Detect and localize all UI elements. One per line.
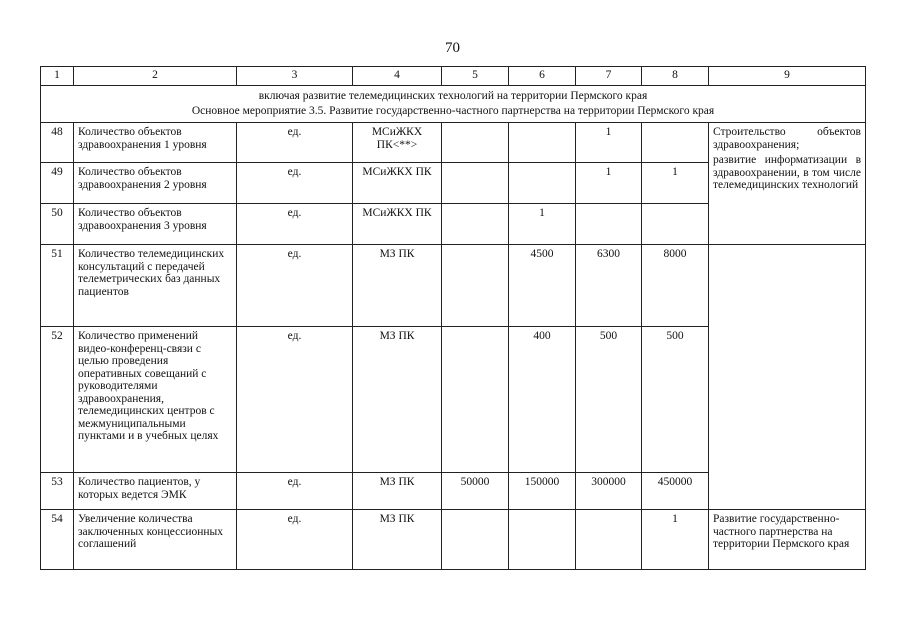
value-col5	[442, 327, 509, 473]
column-number: 3	[237, 67, 353, 86]
column-number: 7	[576, 67, 642, 86]
unit: ед.	[237, 123, 353, 163]
unit: ед.	[237, 327, 353, 473]
executor: МЗ ПК	[353, 473, 442, 510]
table-row	[41, 123, 866, 163]
executor: МСиЖКХ ПК	[353, 163, 442, 204]
value-col7	[576, 204, 642, 245]
executor: МСиЖКХ ПК	[353, 204, 442, 245]
value-col8: 1	[642, 163, 709, 204]
value-col8: 1	[642, 510, 709, 570]
row-number: 50	[41, 204, 74, 245]
value-col6: 1	[509, 204, 576, 245]
value-col8	[642, 204, 709, 245]
goal-text: развитие информатизации в здравоохранении, в том числе телемедицинских технологий	[713, 154, 861, 191]
executor: МСиЖКХ ПК<**>	[353, 123, 442, 163]
goal-text: Строительство объектов здравоохранения;	[713, 126, 861, 151]
executor: МЗ ПК	[353, 327, 442, 473]
row-number: 52	[41, 327, 74, 473]
value-col7: 500	[576, 327, 642, 473]
value-col8	[642, 123, 709, 163]
column-number: 8	[642, 67, 709, 86]
value-col6	[509, 163, 576, 204]
column-number: 1	[41, 67, 74, 86]
unit: ед.	[237, 204, 353, 245]
row-number: 51	[41, 245, 74, 327]
row-number: 53	[41, 473, 74, 510]
section-heading	[41, 86, 866, 123]
row-number: 54	[41, 510, 74, 570]
indicator-name: Количество объектов здравоохранения 1 уровня	[74, 123, 237, 163]
goal-description	[709, 123, 866, 245]
unit: ед.	[237, 163, 353, 204]
value-col6	[509, 510, 576, 570]
indicator-name: Количество телемедицинских консультаций с передачей телеметрических баз данных пациентов	[74, 245, 237, 327]
unit: ед.	[237, 473, 353, 510]
value-col6	[509, 123, 576, 163]
value-col8: 8000	[642, 245, 709, 327]
column-number: 5	[442, 67, 509, 86]
value-col7: 1	[576, 123, 642, 163]
column-number: 2	[74, 67, 237, 86]
indicator-name: Количество применений видео-конференц-связи с целью проведения оперативных совещаний с руководителями здравоохранения, телемедицинских центров с межмуниципальными пунктами и в учебных целях	[74, 327, 237, 473]
page-number: 70	[445, 40, 460, 56]
table-row	[41, 245, 866, 327]
column-number: 9	[709, 67, 866, 86]
value-col6: 400	[509, 327, 576, 473]
column-number: 4	[353, 67, 442, 86]
value-col5	[442, 204, 509, 245]
indicators-table	[40, 66, 866, 570]
indicator-name: Увеличение количества заключенных концессионных соглашений	[74, 510, 237, 570]
executor: МЗ ПК	[353, 245, 442, 327]
value-col5	[442, 245, 509, 327]
goal-description: Развитие государственно-частного партнерства на территории Пермского края	[709, 510, 866, 570]
column-number: 6	[509, 67, 576, 86]
value-col7: 300000	[576, 473, 642, 510]
section-line: Основное мероприятие 3.5. Развитие государственно-частного партнерства на территории Пермского края	[191, 105, 715, 117]
value-col7: 1	[576, 163, 642, 204]
unit: ед.	[237, 510, 353, 570]
value-col6: 4500	[509, 245, 576, 327]
indicator-name: Количество объектов здравоохранения 2 уровня	[74, 163, 237, 204]
value-col5	[442, 123, 509, 163]
value-col8: 450000	[642, 473, 709, 510]
section-line: включая развитие телемедицинских технологий на территории Пермского края	[258, 90, 648, 102]
value-col6: 150000	[509, 473, 576, 510]
section-row	[41, 86, 866, 123]
value-col5	[442, 163, 509, 204]
value-col5	[442, 510, 509, 570]
value-col7	[576, 510, 642, 570]
row-number: 49	[41, 163, 74, 204]
value-col5: 50000	[442, 473, 509, 510]
value-col8: 500	[642, 327, 709, 473]
column-number-row	[41, 67, 866, 86]
indicator-name: Количество пациентов, у которых ведется ЭМК	[74, 473, 237, 510]
value-col7: 6300	[576, 245, 642, 327]
executor: МЗ ПК	[353, 510, 442, 570]
row-number: 48	[41, 123, 74, 163]
table-row	[41, 510, 866, 570]
indicator-name: Количество объектов здравоохранения 3 уровня	[74, 204, 237, 245]
goal-description-empty	[709, 245, 866, 510]
unit: ед.	[237, 245, 353, 327]
